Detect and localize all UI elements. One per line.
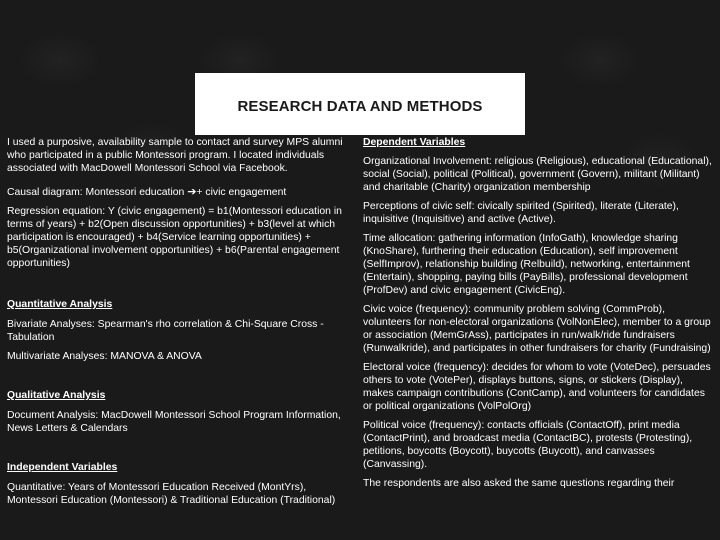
document-analysis: Document Analysis: MacDowell Montessori School Program Information, News Letters & Calendars [7, 410, 341, 434]
page-title: RESEARCH DATA AND METHODS [237, 98, 483, 115]
multivariate-analyses: Multivariate Analyses: MANOVA & ANOVA [7, 351, 202, 362]
political-voice: Political voice (frequency): contacts officials (ContactOff), print media (ContactPrint), and broadcast media (ContactBC), protests (Protesting), petitions, boycotts (Boycott), buycotts (Buycott), and canvasses (Canvassing). [363, 420, 693, 470]
quantitative-analysis-header: Quantitative Analysis [7, 299, 113, 310]
causal-prefix: Causal diagram: Montessori education [7, 187, 188, 198]
regression-equation: Regression equation: Y (civic engagement) = b1(Montessori education in terms of years) + b2(Open discussion opportunities) + b3(level at which participation is encouraged) + b4(Service learning opportunities) + b5(Organizational involvement opportunities) + b6(Parental engagement opportunities) [7, 206, 342, 269]
quantitative-variables: Quantitative: Years of Montessori Education Received (MontYrs), Montessori Education (Montessori) & Traditional Education (Traditional) [7, 482, 336, 506]
organizational-involvement: Organizational Involvement: religious (Religious), educational (Educational), social (Social), political (Political), government (Govern), militant (Militant) and charitable (Charity) organization membership [363, 156, 712, 193]
causal-suffix: + civic engagement [196, 187, 287, 198]
sample-text: I used a purposive, availability sample to contact and survey MPS alumni who participated in a public Montessori program. I located individuals associated with MacDowell Montessori School via Facebook. [7, 137, 343, 174]
perceptions-civic-self: Perceptions of civic self: civically spirited (Spirited), literate (Literate), inquisitive (Inquisitive) and active (Active). [363, 201, 679, 225]
respondents-text: The respondents are also asked the same questions regarding their [363, 478, 675, 489]
qualitative-analysis-header: Qualitative Analysis [7, 390, 106, 401]
electoral-voice: Electoral voice (frequency): decides for whom to vote (VoteDec), persuades others to vote (VotePer), displays buttons, signs, or stickers (Display), makes campaign contributions (ContCamp), and volunteers for candidates or political organizations (VolPolOrg) [363, 362, 711, 412]
left-column [7, 136, 357, 507]
time-allocation: Time allocation: gathering information (InfoGath), knowledge sharing (KnoShare), furthering their education (Education), self improvement (SelfImprov), relationship building (Relbuild), networking, entertainment (Entertain), shopping, paying bills (PayBills), professional development (ProfDev) and civic engagement (CivicEng). [363, 233, 690, 296]
independent-variables-header: Independent Variables [7, 462, 118, 473]
right-column [363, 136, 715, 490]
arrow-icon: ➔ [187, 186, 197, 198]
causal-diagram [7, 186, 357, 199]
dependent-variables-header: Dependent Variables [363, 137, 466, 148]
bivariate-analyses: Bivariate Analyses: Spearman's rho correlation & Chi-Square Cross -Tabulation [7, 319, 324, 343]
civic-voice: Civic voice (frequency): community problem solving (CommProb), volunteers for non-electoral organizations (VolNonElec), member to a group or association (MemGrAss), participates in run/walk/ride fundraisers (Runwalkride), and participates in other fundraisers for charity (Fundraising) [363, 304, 711, 354]
title-box [195, 73, 525, 135]
